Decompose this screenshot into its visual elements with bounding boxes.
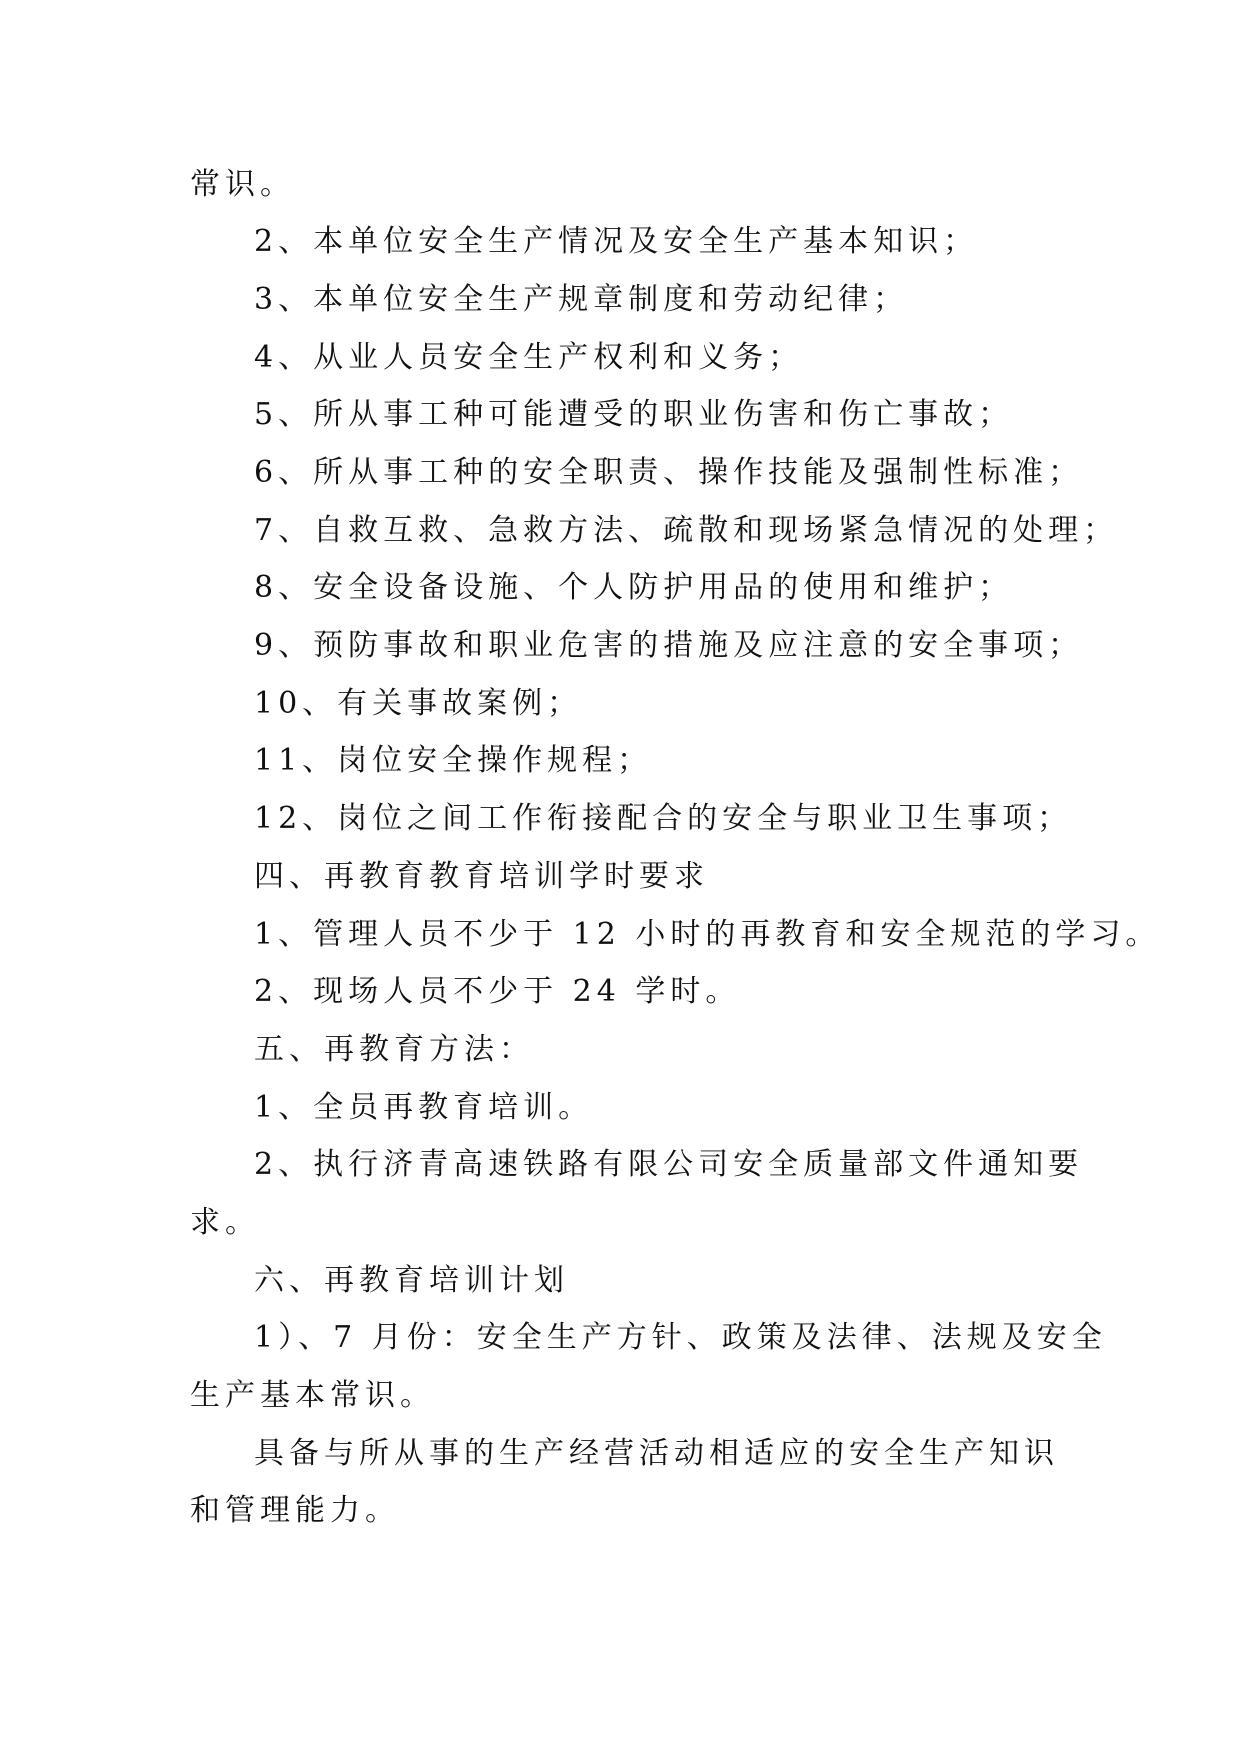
list-item: 11、岗位安全操作规程； (254, 743, 653, 778)
list-item: 3、本单位安全生产规章制度和劳动纪律； (254, 282, 909, 317)
text-line: 求。 (190, 1205, 260, 1240)
paragraph: 具备与所从事的生产经营活动相适应的安全生产知识 (254, 1436, 1059, 1471)
list-item: 10、有关事故案例； (254, 686, 583, 721)
list-item: 12、岗位之间工作衔接配合的安全与职业卫生事项； (254, 801, 1073, 836)
list-item: 1、全员再教育培训。 (254, 1090, 594, 1125)
list-item: 9、预防事故和职业危害的措施及应注意的安全事项； (254, 628, 1084, 663)
list-item: 2、现场人员不少于 24 学时。 (254, 974, 741, 1009)
list-item: 1、管理人员不少于 12 小时的再教育和安全规范的学习。 (254, 917, 1161, 952)
list-item: 2、执行济青高速铁路有限公司安全质量部文件通知要 (254, 1147, 1084, 1182)
section-heading: 四、再教育教育培训学时要求 (254, 859, 709, 894)
list-item: 4、从业人员安全生产权利和义务； (254, 340, 804, 375)
list-item: 7、自救互救、急救方法、疏散和现场紧急情况的处理； (254, 513, 1119, 548)
list-item: 6、所从事工种的安全职责、操作技能及强制性标准； (254, 455, 1084, 490)
section-heading: 五、再教育方法： (254, 1032, 534, 1067)
list-item: 8、安全设备设施、个人防护用品的使用和维护； (254, 570, 1014, 605)
list-item: 5、所从事工种可能遭受的职业伤害和伤亡事故； (254, 397, 1014, 432)
list-item: 1）、7 月份：安全生产方针、政策及法律、法规及安全 (254, 1320, 1107, 1355)
text-line: 常识。 (190, 167, 295, 202)
section-heading: 六、再教育培训计划 (254, 1263, 569, 1298)
list-item: 2、本单位安全生产情况及安全生产基本知识； (254, 224, 979, 259)
text-line: 生产基本常识。 (190, 1378, 435, 1413)
text-line: 和管理能力。 (190, 1493, 400, 1528)
